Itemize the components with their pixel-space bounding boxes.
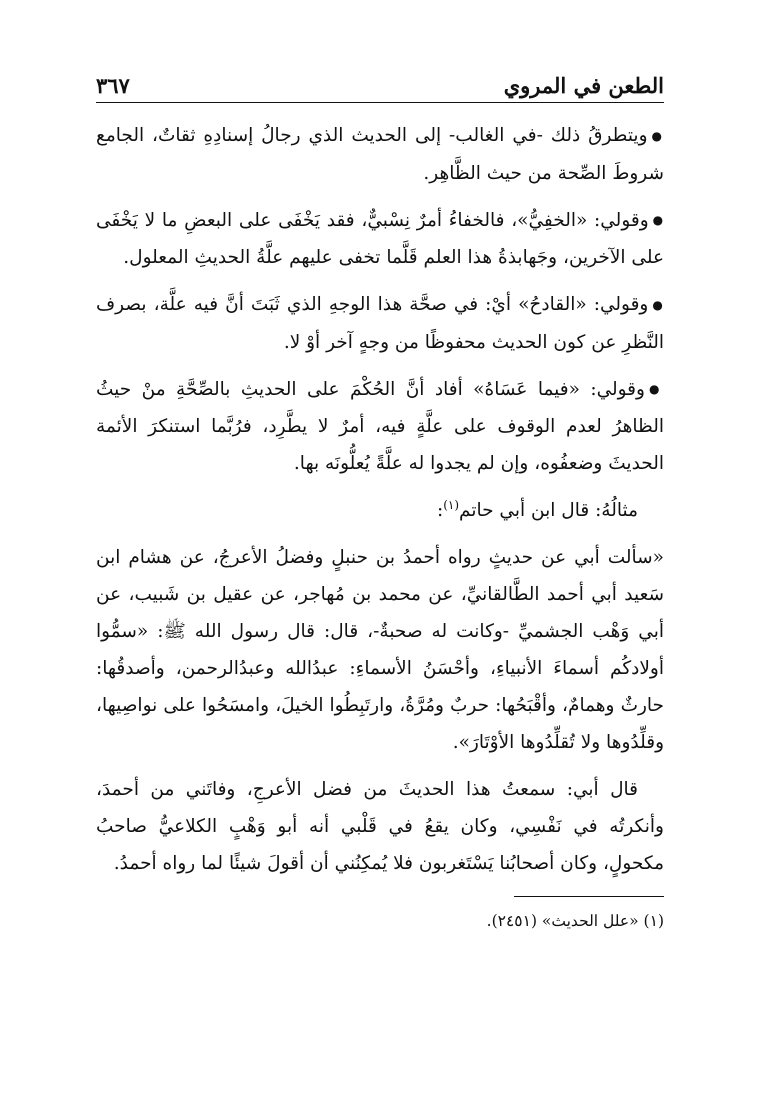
footnote: (١) «علل الحديث» (٢٤٥١). bbox=[486, 912, 664, 930]
bullet-icon: ● bbox=[652, 297, 664, 312]
running-header bbox=[96, 58, 664, 98]
header-title: الطعن في المروي bbox=[503, 73, 664, 98]
paragraph-1-text: ويتطرقُ ذلك -في الغالب- إلى الحديث الذي رجالُ إسنادِهِ ثقاتٌ، الجامع شروطَ الصِّحة من حيث الظَّاهِر. bbox=[96, 125, 664, 184]
example-label: مثالُهُ: قال ابن أبي حاتم bbox=[459, 500, 638, 521]
paragraph-4-text: وقولي: «فيما عَسَاهُ» أفاد أنَّ الحُكْمَ على الحديثِ بالصِّحَّةِ منْ حيثُ الظاهرُ لعدم الوقوف على علَّةٍ فيه، أمرٌ لا يطَّرِد، فرُبَّما استنكرَ الأئمة الحديثَ وضعفُوه، وإن لم يجدوا له علَّةً يُعلُّونَه بها. bbox=[96, 378, 664, 474]
example-intro bbox=[96, 492, 664, 529]
paragraph-1 bbox=[96, 117, 664, 192]
bullet-icon: ● bbox=[651, 128, 664, 143]
header-rule bbox=[96, 102, 664, 103]
paragraph-2-text: وقولي: «الخفِيُّ»، فالخفاءُ أمرٌ نِسْبيٌّ، فقد يَخْفَى على البعضِ ما لا يَخْفَى على الآخرين، وجَهابذةُ هذا العلم قَلَّما تخفى عليهم علَّةُ الحديثِ المعلول. bbox=[96, 209, 664, 268]
page-number: ٣٦٧ bbox=[96, 73, 130, 98]
example-colon: : bbox=[436, 500, 444, 521]
footnote-reference[interactable]: (١) bbox=[443, 497, 460, 512]
quoted-passage: «سألت أبي عن حديثٍ رواه أحمدُ بن حنبلٍ وفضلُ الأعرجُ، عن هشام ابن سَعيد أبي أحمد الطَّالقانيِّ، عن محمد بن مُهاجر، عن عقيل بن شَبيب، عن أبي وَهْب الجشميِّ -وكانت له صحبةٌ-، قال: قال رسول الله ﷺ: «سمُّوا أولادكُم أسماءَ الأنبياءِ، وأحْسَنُ الأسماءِ: عبدُالله وعبدُالرحمن، وأصدقُها: حارثٌ وهمامٌ، وأقْبَحُها: حربٌ ومُرَّةُ، وارتَبِطُوا الخيلَ، وامسَحُوا على نواصِيها، وقلِّدُوها ولا تُقلِّدُوها الأوْتَارَ». bbox=[96, 547, 664, 753]
bullet-icon: ● bbox=[648, 382, 664, 396]
paragraph-2 bbox=[96, 202, 664, 277]
bullet-icon: ● bbox=[652, 213, 664, 227]
footnote-rule bbox=[514, 896, 664, 897]
closing-paragraph: قال أبي: سمعتُ هذا الحديثَ من فضل الأعرجِ، وفاتَني من أحمدَ، وأنكرتُه في نَفْسِي، وكان يقعُ في قَلْبي أنه أبو وَهْبٍ الكلاعيُّ صاحبُ مكحولٍ، وكان أصحابُنا يَسْتَغربون فلا يُمكِنُني أن أقولَ شيئًا لما رواه أحمدُ. bbox=[96, 779, 664, 874]
paragraph-4 bbox=[96, 371, 664, 483]
paragraph-3 bbox=[96, 286, 664, 361]
paragraph-3-text: وقولي: «القادحُ» أيْ: في صحَّة هذا الوجهِ الذي ثَبَتَ أنَّ فيه علَّة، بصرف النَّظرِ عن كون الحديث محفوظًا من وجهٍ آخر أوْ لا. bbox=[96, 294, 664, 353]
